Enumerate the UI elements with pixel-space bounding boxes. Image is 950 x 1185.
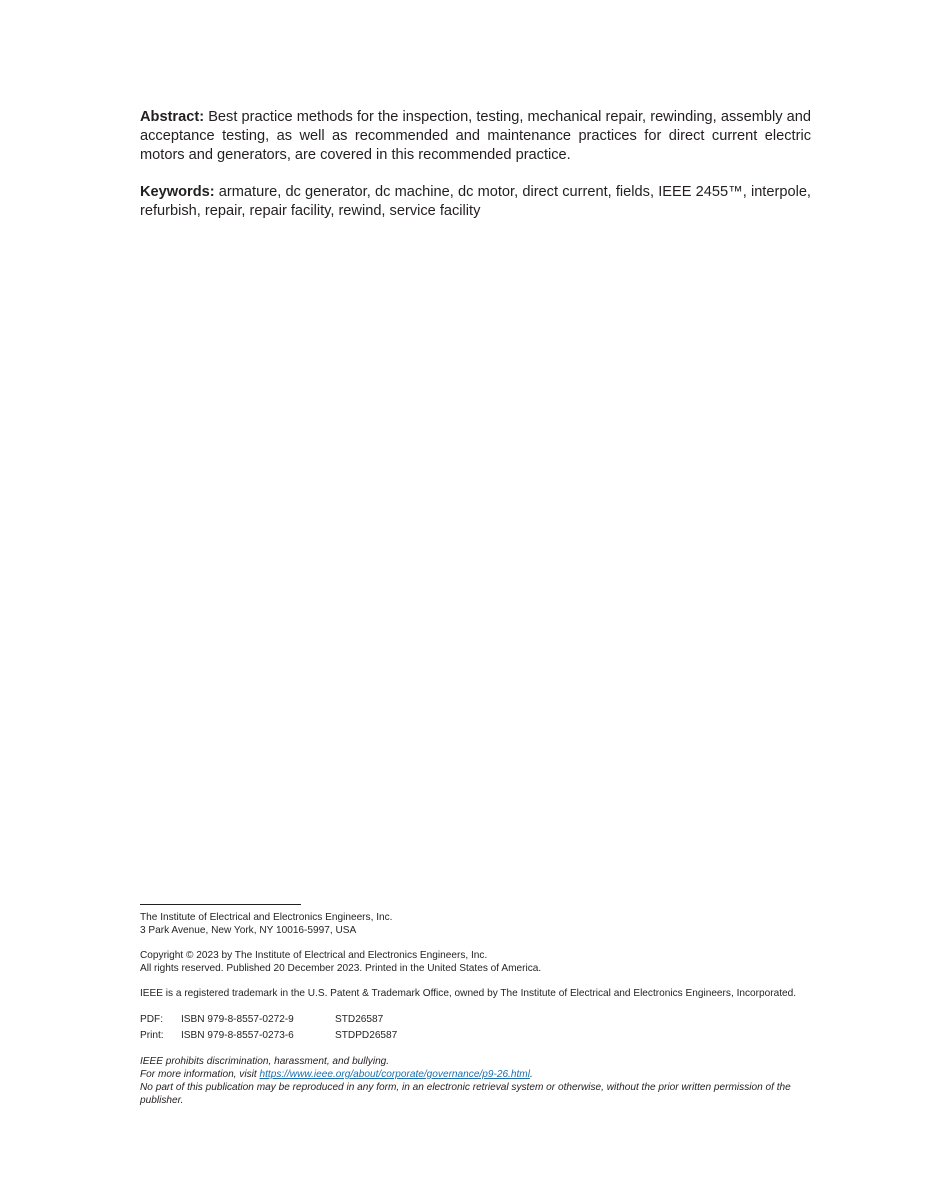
copyright-block <box>140 949 811 975</box>
isbn-format: Print: <box>140 1030 164 1041</box>
publisher-address: 3 Park Avenue, New York, NY 10016-5997, USA <box>140 925 357 936</box>
abstract-text: Best practice methods for the inspection, testing, mechanical repair, rewinding, assembly and acceptance testing, as well as recommended and maintenance practices for direct current electric motors and generators, are covered in this recommended practice. <box>140 109 811 163</box>
rights-line: All rights reserved. Published 20 December 2023. Printed in the United States of America. <box>140 963 542 974</box>
more-info-suffix: . <box>529 1069 533 1080</box>
abstract-paragraph <box>140 108 811 165</box>
abstract-label: Abstract: <box>140 109 205 125</box>
isbn-format: PDF: <box>140 1014 163 1025</box>
isbn-row-print <box>140 1028 397 1044</box>
more-info-prefix: For more information, visit <box>140 1069 260 1080</box>
document-page <box>140 0 811 1185</box>
isbn-row-pdf <box>140 1012 397 1028</box>
copyright-line: Copyright © 2023 by The Institute of Electrical and Electronics Engineers, Inc. <box>140 950 488 961</box>
trademark-notice: IEEE is a registered trademark in the U.S. Patent & Trademark Office, owned by The Institute of Electrical and Electronics Engineers, Incorporated. <box>140 988 797 999</box>
reproduction-notice: No part of this publication may be reproduced in any form, in an electronic retrieval system or otherwise, without the prior written permission of the publisher. <box>140 1082 791 1106</box>
publisher-name: The Institute of Electrical and Electronics Engineers, Inc. <box>140 912 393 923</box>
keywords-label: Keywords: <box>140 184 215 200</box>
footer-divider <box>140 904 301 905</box>
trademark-block <box>140 987 811 1000</box>
isbn-number: ISBN 979-8-8557-0272-9 <box>181 1014 294 1025</box>
copyright-footer <box>140 911 811 1107</box>
keywords-paragraph <box>140 183 811 221</box>
publisher-block <box>140 911 811 937</box>
more-info-line <box>140 1068 811 1081</box>
isbn-code: STDPD26587 <box>335 1030 398 1041</box>
anti-harassment-notice: IEEE prohibits discrimination, harassment, and bullying. <box>140 1056 390 1067</box>
legal-notice-block <box>140 1055 811 1107</box>
isbn-code: STD26587 <box>335 1014 384 1025</box>
isbn-table <box>140 1012 397 1044</box>
isbn-number: ISBN 979-8-8557-0273-6 <box>181 1030 294 1041</box>
keywords-text: armature, dc generator, dc machine, dc motor, direct current, fields, IEEE 2455™, interpole, refurbish, repair, repair facility, rewind, service facility <box>140 184 811 219</box>
governance-policy-link[interactable]: https://www.ieee.org/about/corporate/governance/p9-26.html <box>259 1069 530 1080</box>
